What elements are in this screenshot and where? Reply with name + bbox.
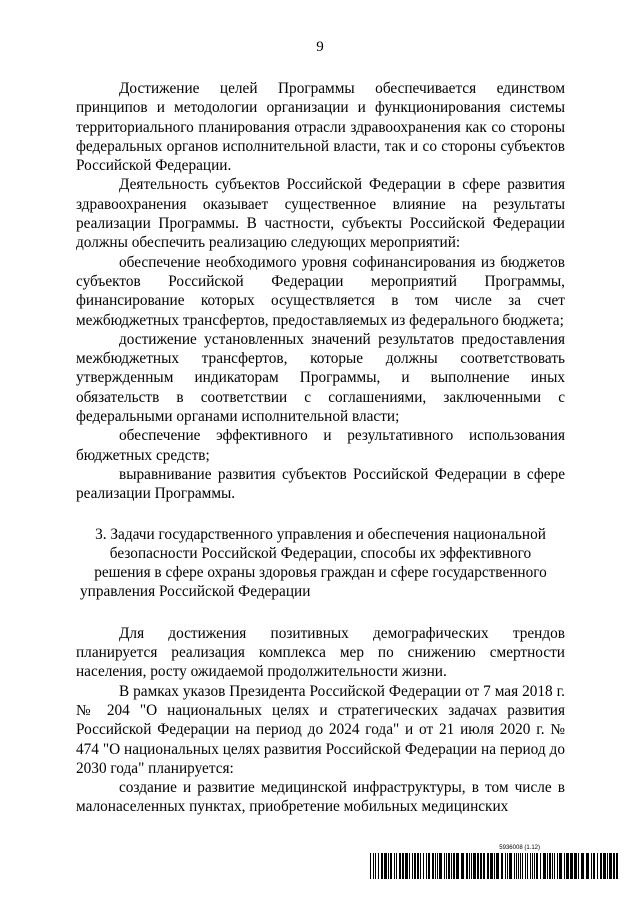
barcode-bars bbox=[370, 853, 620, 879]
paragraph: Для достижения позитивных демографических трендов планируется реализация комплекса мер по снижению смертности населения, росту ожидаемой продолжительности жизни. bbox=[76, 624, 565, 681]
document-body bbox=[76, 79, 565, 817]
paragraph: обеспечение эффективного и результативного использования бюджетных средств; bbox=[76, 427, 565, 464]
paragraph: Достижение целей Программы обеспечивается единством принципов и методологии организации и функционирования системы территориального планирования отрасли здравоохранения как со стороны федеральных органов исполнительной власти, так и со стороны субъектов Российской Федерации. bbox=[76, 80, 565, 175]
barcode-code: 5936008 (1.12) bbox=[499, 845, 540, 851]
page-number: 9 bbox=[316, 39, 324, 55]
paragraph: выравнивание развития субъектов Российской Федерации в сфере реализации Программы. bbox=[76, 465, 565, 503]
paragraph: В рамках указов Президента Российской Федерации от 7 мая 2018 г. № 204 "О национальных целях и стратегических задачах развития Российской Федерации на период до 2024 года" и от 21 июля 2020 г. № 474 "О национальных целях развития Российской Федерации на период до 2030 года" планируется: bbox=[76, 682, 565, 777]
barcode bbox=[370, 845, 620, 885]
paragraph: достижение установленных значений результатов предоставления межбюджетных трансфертов, которые должны соответствовать утвержденным индикаторам Программы, и выполнение иных обязательств в соответствии с соглашениями, заключенными с федеральными органами исполнительной власти; bbox=[76, 330, 565, 426]
paragraph: обеспечение необходимого уровня софинансирования из бюджетов субъектов Российской Федерации мероприятий Программы, финансирование которых осуществляется в том числе за счет межбюджетных трансфертов, предоставляемых из федерального бюджета; bbox=[76, 253, 565, 329]
paragraph: создание и развитие медицинской инфраструктуры, в том числе в малонаселенных пунктах, приобретение мобильных медицинских bbox=[76, 779, 565, 816]
paragraph: Деятельность субъектов Российской Федерации в сфере развития здравоохранения оказывает существенное влияние на результаты реализации Программы. В частности, субъекты Российской Федерации должны обеспечить реализацию следующих мероприятий: bbox=[76, 176, 565, 252]
section-heading: 3. Задачи государственного управления и обеспечения национальной безопасности Российской Федерации, способы их эффективного решения в сфере охраны здоровья граждан и сфере государственного управления Российской Федерации bbox=[80, 525, 547, 601]
